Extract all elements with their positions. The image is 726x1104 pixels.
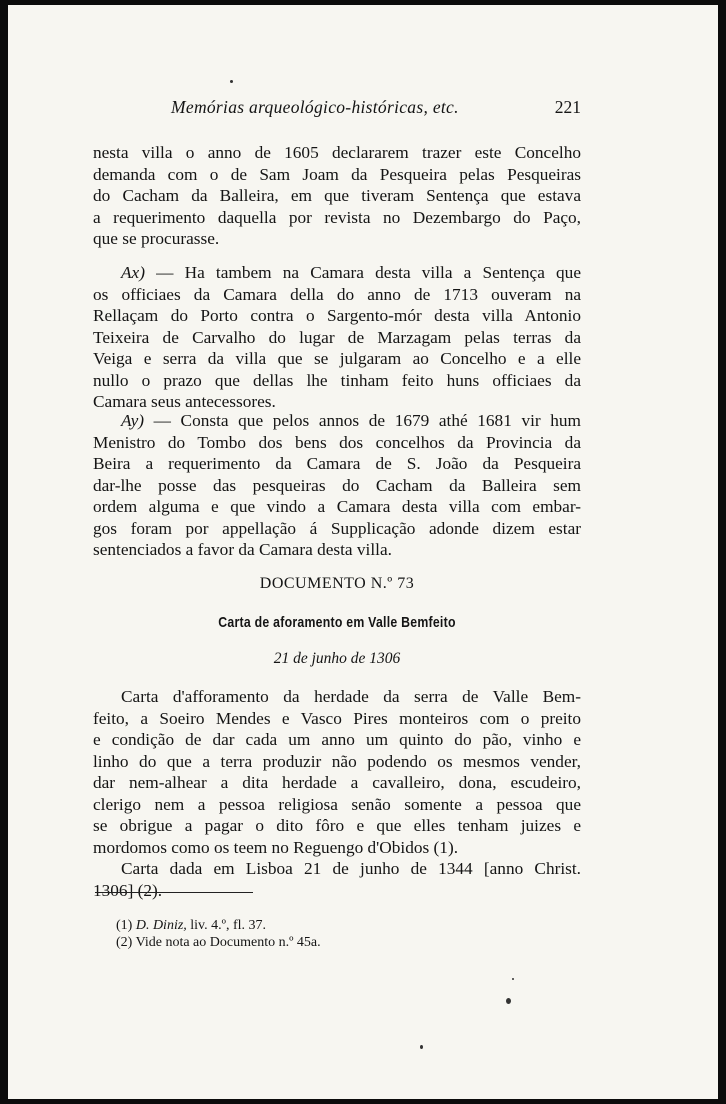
document-page [8, 5, 718, 1099]
text-line: Veiga e serra da villa que se julgaram ao Concelho e a elle [93, 349, 581, 368]
text-line: dar nem-alhear a dita herdade a cavalleiro, dona, escudeiro, [93, 773, 581, 792]
text-line: demanda com o de Sam Joam da Pesqueira pelas Pesqueiras [93, 164, 581, 184]
text-line: Menistro do Tombo dos bens dos concelhos da Provincia da [93, 432, 581, 452]
document-body [93, 686, 581, 901]
paragraph-label: Ay) [121, 411, 145, 430]
text-line: sentenciados a favor da Camara desta villa. [93, 540, 392, 559]
footnote: (1) D. Diniz, liv. 4.º, fl. 37. [116, 918, 267, 933]
text-line: Carta d'afforamento da herdade da serra de Valle Bem- [121, 687, 581, 706]
text-line: os officiaes da Camara della do anno de 1713 ouveram na [93, 284, 581, 304]
paragraph-label: Ax) [121, 263, 145, 282]
text-line: do Cacham da Balleira, em que tiveram Sentença que estava [93, 186, 581, 205]
text-line: linho do que a terra produzir não podendo os mesmos vender, [93, 751, 581, 771]
text-line: se obrigue a pagar o dito fôro e que elles tenham juizes e [93, 816, 581, 835]
footnote-rule [95, 892, 253, 893]
document-date: 21 de junho de 1306 [273, 650, 401, 667]
page-number: 221 [554, 97, 581, 117]
running-header [93, 97, 581, 121]
scan-speck [420, 1045, 423, 1049]
text-line: Rellaçam do Porto contra o Sargento-mór desta villa Antonio [93, 306, 581, 325]
paragraph-ax [93, 262, 581, 413]
text-line: Teixeira de Carvalho do lugar de Marzagam pelas terras da [93, 327, 581, 347]
text-line: e condição de dar cada um anno um quinto do pão, vinho e [93, 730, 581, 749]
text-line: gos foram por appellação á Supplicação adonde dizem estar [93, 518, 581, 538]
paragraph-continuation [93, 142, 581, 250]
scan-speck [512, 978, 514, 980]
document-number: DOCUMENTO N.º 73 [259, 575, 415, 592]
text-line: clerigo nem a pessoa religiosa senão somente a pessoa que [93, 794, 581, 814]
text-line: a requerimento daquella por revista no Dezembargo do Paço, [93, 207, 581, 227]
scan-speck [506, 998, 511, 1004]
text-line: Camara seus antecessores. [93, 392, 276, 411]
text-line: nesta villa o anno de 1605 declararem trazer este Concelho [93, 143, 581, 162]
text-line: que se procurasse. [93, 229, 220, 248]
text-line: Ay) — Consta que pelos annos de 1679 athé 1681 vir hum [121, 411, 581, 430]
footnote: (2) Vide nota ao Documento n.º 45a. [116, 935, 321, 950]
scan-speck [230, 80, 233, 83]
text-line: Beira a requerimento da Camara de S. João da Pesqueira [93, 454, 581, 473]
text-line: mordomos como os teem no Reguengo d'Obidos (1). [93, 837, 459, 857]
text-line: 1306] (2). [93, 880, 163, 900]
running-title: Memórias arqueológico-históricas, etc. [171, 97, 459, 117]
text-line: nullo o prazo que dellas lhe tinham feito huns officiaes da [93, 370, 581, 390]
footnotes [116, 917, 321, 951]
document-title: Carta de aforamento em Valle Bemfeito [218, 614, 456, 631]
text-line: dar-lhe posse das pesqueiras do Cacham da Balleira sem [93, 475, 581, 495]
paragraph-ay [93, 410, 581, 561]
text-line: feito, a Soeiro Mendes e Vasco Pires monteiros com o preito [93, 708, 581, 728]
text-line: Ax) — Ha tambem na Camara desta villa a Sentença que [121, 263, 581, 282]
text-line: Carta dada em Lisboa 21 de junho de 1344 [anno Christ. [121, 859, 581, 878]
text-line: ordem alguma e que vindo a Camara desta villa com embar- [93, 497, 581, 516]
